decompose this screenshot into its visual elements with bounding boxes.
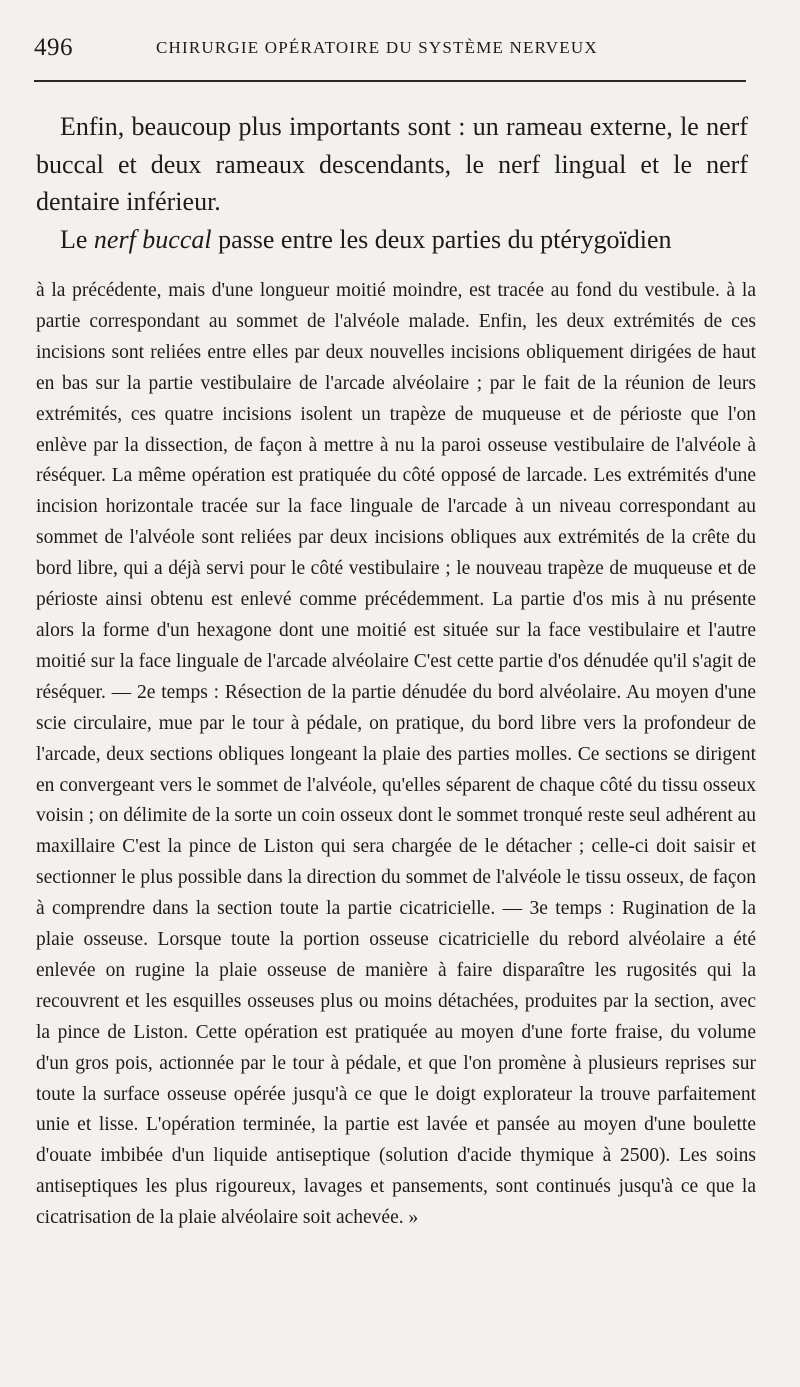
lead-paragraph-2 bbox=[36, 221, 748, 259]
lead-paragraph-2-end: passe entre les deux parties du ptérygoïdien bbox=[211, 224, 672, 254]
lead-section bbox=[36, 108, 748, 258]
page-header bbox=[34, 34, 754, 68]
body-section bbox=[36, 276, 756, 1234]
header-rule bbox=[34, 80, 746, 82]
page-number: 496 bbox=[34, 34, 73, 61]
running-title: CHIRURGIE OPÉRATOIRE DU SYSTÈME NERVEUX bbox=[156, 38, 598, 57]
nerf-buccal-term: nerf buccal bbox=[93, 224, 212, 254]
lead-paragraph-2-start: Le bbox=[60, 224, 94, 254]
lead-paragraph-1: Enfin, beaucoup plus importants sont : un rameau externe, le nerf buccal et deux rameaux descendants, le nerf lingual et le nerf dentaire inférieur. bbox=[36, 112, 748, 216]
body-paragraph: à la précédente, mais d'une longueur moitié moindre, est tracée au fond du vestibule. à la partie correspondant au sommet de l'alvéole malade. Enfin, les deux extrémités de ces incisions sont reliées entre elles par deux nouvelles incisions obliquement dirigées de haut en bas sur la partie vestibulaire de l'arcade alvéolaire ; par le fait de la réunion de leurs extrémités, ces quatre incisions isolent un trapèze de muqueuse et de périoste que l'on enlève par la dissection, de façon à mettre à nu la paroi osseuse vestibulaire de l'alvéole à réséquer. La même opération est pratiquée du côté opposé de larcade. Les extrémités d'une incision horizontale tracée sur la face linguale de l'arcade à un niveau correspondant au sommet de l'alvéole sont reliées par deux incisions obliques aux extrémités de la crête du bord libre, qui a déjà servi pour le côté vestibulaire ; le nouveau trapèze de muqueuse et de périoste ainsi obtenu est enlevé comme précédemment. La partie d'os mis à nu présente alors la forme d'un hexagone dont une moitié est située sur la face vestibulaire et l'autre moitié sur la face linguale de l'arcade alvéolaire C'est cette partie d'os dénudée qu'il s'agit de réséquer. — 2e temps : Résection de la partie dénudée du bord alvéolaire. Au moyen d'une scie circulaire, mue par le tour à pédale, on pratique, du bord libre vers la profondeur de l'arcade, deux sections obliques longeant la plaie des parties molles. Ce sections se dirigent en convergeant vers le sommet de l'alvéole, qu'elles séparent de chaque côté du tissu osseux voisin ; on délimite de la sorte un coin osseux dont le sommet tronqué reste seul adhérent au maxillaire C'est la pince de Liston qui sera chargée de le détacher ; celle-ci doit saisir et sectionner le plus possible dans la direction du sommet de l'alvéole le tissu osseux, de façon à comprendre dans la section toute la partie cicatricielle. — 3e temps : Rugination de la plaie osseuse. Lorsque toute la portion osseuse cicatricielle du rebord alvéolaire a été enlevée on rugine la plaie osseuse de manière à faire disparaître les rugosités qui la recouvrent et les esquilles osseuses plus ou moins détachées, produites par la section, avec la pince de Liston. Cette opération est pratiquée au moyen d'une forte fraise, du volume d'un gros pois, actionnée par le tour à pédale, et que l'on promène à plusieurs reprises sur toute la surface osseuse opérée jusqu'à ce que le doigt explorateur la trouve parfaitement unie et lisse. L'opération terminée, la partie est lavée et pansée au moyen d'une boulette d'ouate imbibée d'un liquide antiseptique (solution d'acide thymique à 2500). Les soins antiseptiques les plus rigoureux, lavages et pansements, sont continués jusqu'à ce que la cicatrisation de la plaie alvéolaire soit achevée. » bbox=[36, 280, 756, 1229]
